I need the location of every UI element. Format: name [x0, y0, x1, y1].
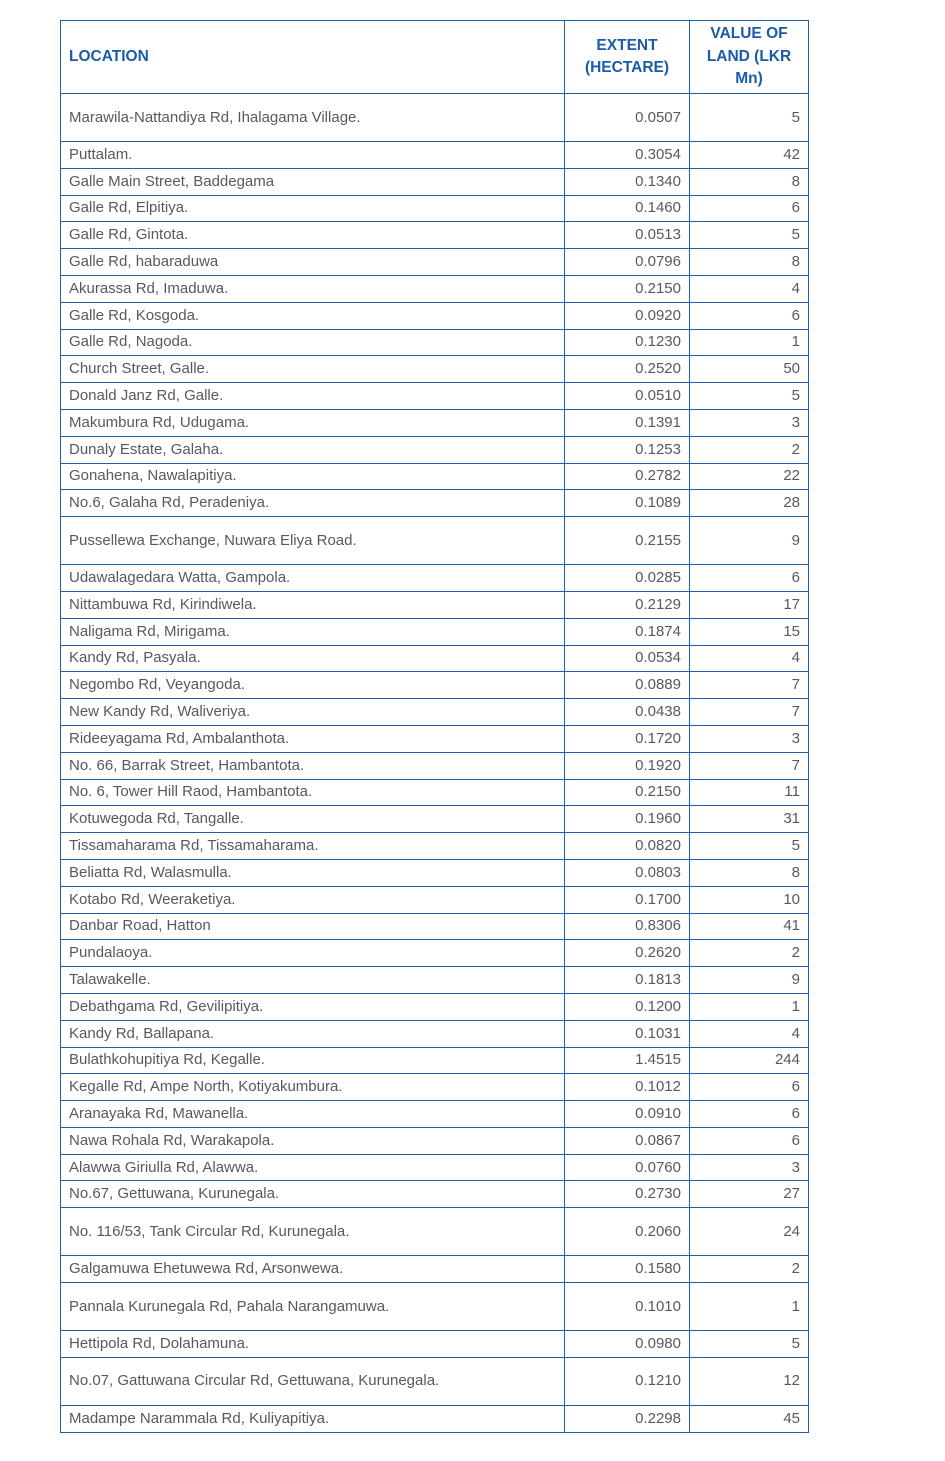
- cell-location: Danbar Road, Hatton: [61, 913, 565, 940]
- cell-value: 11: [690, 779, 809, 806]
- table-row: [61, 356, 809, 383]
- table-row: [61, 1208, 809, 1256]
- table-row: [61, 302, 809, 329]
- cell-location: Galle Rd, Nagoda.: [61, 329, 565, 356]
- table-row: [61, 618, 809, 645]
- header-extent-line-2: (HECTARE): [584, 59, 670, 76]
- header-extent-line-1: EXTENT: [596, 36, 658, 54]
- cell-location: Beliatta Rd, Walasmulla.: [61, 859, 565, 886]
- cell-extent: 0.1813: [565, 967, 690, 994]
- table-row: [61, 195, 809, 222]
- cell-value: 4: [690, 645, 809, 672]
- cell-location: Galle Rd, Gintota.: [61, 222, 565, 249]
- cell-location: Negombo Rd, Veyangoda.: [61, 672, 565, 699]
- cell-location: Pussellewa Exchange, Nuwara Eliya Road.: [61, 517, 565, 565]
- cell-value: 8: [690, 168, 809, 195]
- cell-location: Alawwa Giriulla Rd, Alawwa.: [61, 1154, 565, 1181]
- cell-extent: 0.1031: [565, 1020, 690, 1047]
- cell-extent: 0.2520: [565, 356, 690, 383]
- cell-extent: 0.1253: [565, 436, 690, 463]
- cell-value: 6: [690, 565, 809, 592]
- cell-value: 28: [690, 490, 809, 517]
- cell-location: Nittambuwa Rd, Kirindiwela.: [61, 591, 565, 618]
- table-row: [61, 993, 809, 1020]
- table-row: [61, 752, 809, 779]
- cell-value: 1: [690, 329, 809, 356]
- cell-extent: 0.2060: [565, 1208, 690, 1256]
- table-row: [61, 645, 809, 672]
- cell-location: Hettipola Rd, Dolahamuna.: [61, 1331, 565, 1358]
- cell-location: Rideeyagama Rd, Ambalanthota.: [61, 725, 565, 752]
- cell-value: 27: [690, 1181, 809, 1208]
- cell-value: 8: [690, 859, 809, 886]
- land-table: [60, 20, 809, 1433]
- cell-location: Akurassa Rd, Imaduwa.: [61, 275, 565, 302]
- table-row: [61, 1405, 809, 1432]
- cell-extent: 0.0760: [565, 1154, 690, 1181]
- header-row: [61, 21, 809, 94]
- cell-value: 2: [690, 940, 809, 967]
- cell-value: 6: [690, 1074, 809, 1101]
- cell-location: Pannala Kurunegala Rd, Pahala Narangamuwa.: [61, 1283, 565, 1331]
- cell-extent: 0.0910: [565, 1101, 690, 1128]
- table-row: [61, 490, 809, 517]
- cell-location: No.6, Galaha Rd, Peradeniya.: [61, 490, 565, 517]
- table-row: [61, 806, 809, 833]
- cell-extent: 0.0889: [565, 672, 690, 699]
- cell-extent: 0.0796: [565, 249, 690, 276]
- cell-location: Galle Main Street, Baddegama: [61, 168, 565, 195]
- cell-extent: 0.2298: [565, 1405, 690, 1432]
- cell-location: Kotabo Rd, Weeraketiya.: [61, 886, 565, 913]
- cell-extent: 0.1012: [565, 1074, 690, 1101]
- cell-location: No.67, Gettuwana, Kurunegala.: [61, 1181, 565, 1208]
- table-row: [61, 1283, 809, 1331]
- cell-value: 3: [690, 409, 809, 436]
- cell-value: 24: [690, 1208, 809, 1256]
- cell-location: Tissamaharama Rd, Tissamaharama.: [61, 833, 565, 860]
- table-row: [61, 383, 809, 410]
- cell-value: 5: [690, 94, 809, 142]
- cell-value: 8: [690, 249, 809, 276]
- table-row: [61, 913, 809, 940]
- cell-value: 41: [690, 913, 809, 940]
- table-row: [61, 1331, 809, 1358]
- cell-extent: 0.0285: [565, 565, 690, 592]
- cell-extent: 0.0510: [565, 383, 690, 410]
- cell-extent: 0.0980: [565, 1331, 690, 1358]
- cell-location: Aranayaka Rd, Mawanella.: [61, 1101, 565, 1128]
- table-row: [61, 142, 809, 169]
- cell-location: Talawakelle.: [61, 967, 565, 994]
- cell-extent: 0.1230: [565, 329, 690, 356]
- table-row: [61, 591, 809, 618]
- cell-location: Puttalam.: [61, 142, 565, 169]
- cell-location: Bulathkohupitiya Rd, Kegalle.: [61, 1047, 565, 1074]
- cell-location: Gonahena, Nawalapitiya.: [61, 463, 565, 490]
- cell-value: 42: [690, 142, 809, 169]
- cell-location: Church Street, Galle.: [61, 356, 565, 383]
- cell-extent: 0.1391: [565, 409, 690, 436]
- cell-value: 3: [690, 725, 809, 752]
- cell-value: 5: [690, 833, 809, 860]
- table-header: [61, 21, 809, 94]
- cell-extent: 0.2155: [565, 517, 690, 565]
- table-row: [61, 1256, 809, 1283]
- cell-location: No. 116/53, Tank Circular Rd, Kurunegala.: [61, 1208, 565, 1256]
- header-value: [690, 21, 809, 94]
- cell-location: Donald Janz Rd, Galle.: [61, 383, 565, 410]
- cell-location: Kandy Rd, Ballapana.: [61, 1020, 565, 1047]
- cell-location: Kegalle Rd, Ampe North, Kotiyakumbura.: [61, 1074, 565, 1101]
- cell-value: 50: [690, 356, 809, 383]
- cell-location: Pundalaoya.: [61, 940, 565, 967]
- table-row: [61, 1357, 809, 1405]
- cell-location: Makumbura Rd, Udugama.: [61, 409, 565, 436]
- cell-extent: 0.0438: [565, 699, 690, 726]
- cell-extent: 0.2150: [565, 779, 690, 806]
- header-value-line-3: Mn): [735, 70, 763, 88]
- cell-value: 4: [690, 1020, 809, 1047]
- table-row: [61, 940, 809, 967]
- cell-value: 45: [690, 1405, 809, 1432]
- header-value-line-1: VALUE OF: [710, 25, 788, 43]
- cell-extent: 0.0867: [565, 1127, 690, 1154]
- cell-extent: 0.2150: [565, 275, 690, 302]
- cell-value: 5: [690, 1331, 809, 1358]
- cell-value: 5: [690, 222, 809, 249]
- cell-value: 15: [690, 618, 809, 645]
- table-row: [61, 436, 809, 463]
- header-extent: [565, 21, 690, 94]
- cell-value: 7: [690, 672, 809, 699]
- table-row: [61, 249, 809, 276]
- table-row: [61, 699, 809, 726]
- cell-extent: 0.1210: [565, 1357, 690, 1405]
- cell-location: Galle Rd, Elpitiya.: [61, 195, 565, 222]
- cell-extent: 0.0513: [565, 222, 690, 249]
- cell-value: 22: [690, 463, 809, 490]
- table-row: [61, 565, 809, 592]
- cell-location: Nawa Rohala Rd, Warakapola.: [61, 1127, 565, 1154]
- cell-extent: 0.1700: [565, 886, 690, 913]
- cell-location: Galle Rd, Kosgoda.: [61, 302, 565, 329]
- cell-value: 6: [690, 195, 809, 222]
- table-row: [61, 886, 809, 913]
- cell-value: 1: [690, 993, 809, 1020]
- table-row: [61, 222, 809, 249]
- table-row: [61, 725, 809, 752]
- cell-location: Debathgama Rd, Gevilipitiya.: [61, 993, 565, 1020]
- cell-extent: 0.1720: [565, 725, 690, 752]
- table-row: [61, 833, 809, 860]
- cell-value: 6: [690, 1127, 809, 1154]
- table-row: [61, 1074, 809, 1101]
- table-row: [61, 275, 809, 302]
- cell-extent: 0.2730: [565, 1181, 690, 1208]
- cell-extent: 0.1460: [565, 195, 690, 222]
- cell-extent: 0.0507: [565, 94, 690, 142]
- table-row: [61, 1127, 809, 1154]
- cell-value: 6: [690, 302, 809, 329]
- cell-extent: 0.2782: [565, 463, 690, 490]
- cell-extent: 0.1089: [565, 490, 690, 517]
- cell-value: 9: [690, 967, 809, 994]
- cell-extent: 0.0534: [565, 645, 690, 672]
- cell-extent: 0.1010: [565, 1283, 690, 1331]
- cell-value: 4: [690, 275, 809, 302]
- table-row: [61, 1047, 809, 1074]
- cell-extent: 0.1874: [565, 618, 690, 645]
- table-row: [61, 94, 809, 142]
- cell-extent: 0.0820: [565, 833, 690, 860]
- cell-value: 6: [690, 1101, 809, 1128]
- cell-value: 2: [690, 436, 809, 463]
- table-row: [61, 463, 809, 490]
- header-location: LOCATION: [61, 21, 565, 94]
- cell-value: 17: [690, 591, 809, 618]
- table-row: [61, 409, 809, 436]
- cell-value: 244: [690, 1047, 809, 1074]
- cell-value: 12: [690, 1357, 809, 1405]
- cell-location: Madampe Narammala Rd, Kuliyapitiya.: [61, 1405, 565, 1432]
- cell-location: No.07, Gattuwana Circular Rd, Gettuwana, Kurunegala.: [61, 1357, 565, 1405]
- cell-extent: 1.4515: [565, 1047, 690, 1074]
- cell-value: 3: [690, 1154, 809, 1181]
- cell-location: Dunaly Estate, Galaha.: [61, 436, 565, 463]
- table-row: [61, 517, 809, 565]
- cell-extent: 0.1960: [565, 806, 690, 833]
- cell-value: 10: [690, 886, 809, 913]
- table-row: [61, 672, 809, 699]
- cell-location: Kandy Rd, Pasyala.: [61, 645, 565, 672]
- cell-location: Udawalagedara Watta, Gampola.: [61, 565, 565, 592]
- cell-value: 1: [690, 1283, 809, 1331]
- cell-location: Galle Rd, habaraduwa: [61, 249, 565, 276]
- cell-location: No. 66, Barrak Street, Hambantota.: [61, 752, 565, 779]
- table-row: [61, 967, 809, 994]
- cell-value: 31: [690, 806, 809, 833]
- cell-extent: 0.1340: [565, 168, 690, 195]
- cell-location: Kotuwegoda Rd, Tangalle.: [61, 806, 565, 833]
- cell-value: 7: [690, 752, 809, 779]
- table-body: [61, 94, 809, 1433]
- header-value-line-2: LAND (LKR: [706, 47, 792, 65]
- cell-location: No. 6, Tower Hill Raod, Hambantota.: [61, 779, 565, 806]
- cell-extent: 0.1920: [565, 752, 690, 779]
- table-row: [61, 1181, 809, 1208]
- table-row: [61, 1154, 809, 1181]
- cell-location: Galgamuwa Ehetuwewa Rd, Arsonwewa.: [61, 1256, 565, 1283]
- table-row: [61, 1020, 809, 1047]
- table-row: [61, 329, 809, 356]
- table-row: [61, 168, 809, 195]
- cell-location: Marawila-Nattandiya Rd, Ihalagama Village.: [61, 94, 565, 142]
- table-row: [61, 1101, 809, 1128]
- cell-value: 7: [690, 699, 809, 726]
- table-row: [61, 779, 809, 806]
- cell-value: 9: [690, 517, 809, 565]
- cell-extent: 0.1580: [565, 1256, 690, 1283]
- cell-extent: 0.0803: [565, 859, 690, 886]
- cell-value: 5: [690, 383, 809, 410]
- cell-extent: 0.2129: [565, 591, 690, 618]
- cell-extent: 0.2620: [565, 940, 690, 967]
- cell-location: Naligama Rd, Mirigama.: [61, 618, 565, 645]
- cell-extent: 0.1200: [565, 993, 690, 1020]
- cell-location: New Kandy Rd, Waliveriya.: [61, 699, 565, 726]
- cell-value: 2: [690, 1256, 809, 1283]
- cell-extent: 0.8306: [565, 913, 690, 940]
- table-row: [61, 859, 809, 886]
- cell-extent: 0.0920: [565, 302, 690, 329]
- cell-extent: 0.3054: [565, 142, 690, 169]
